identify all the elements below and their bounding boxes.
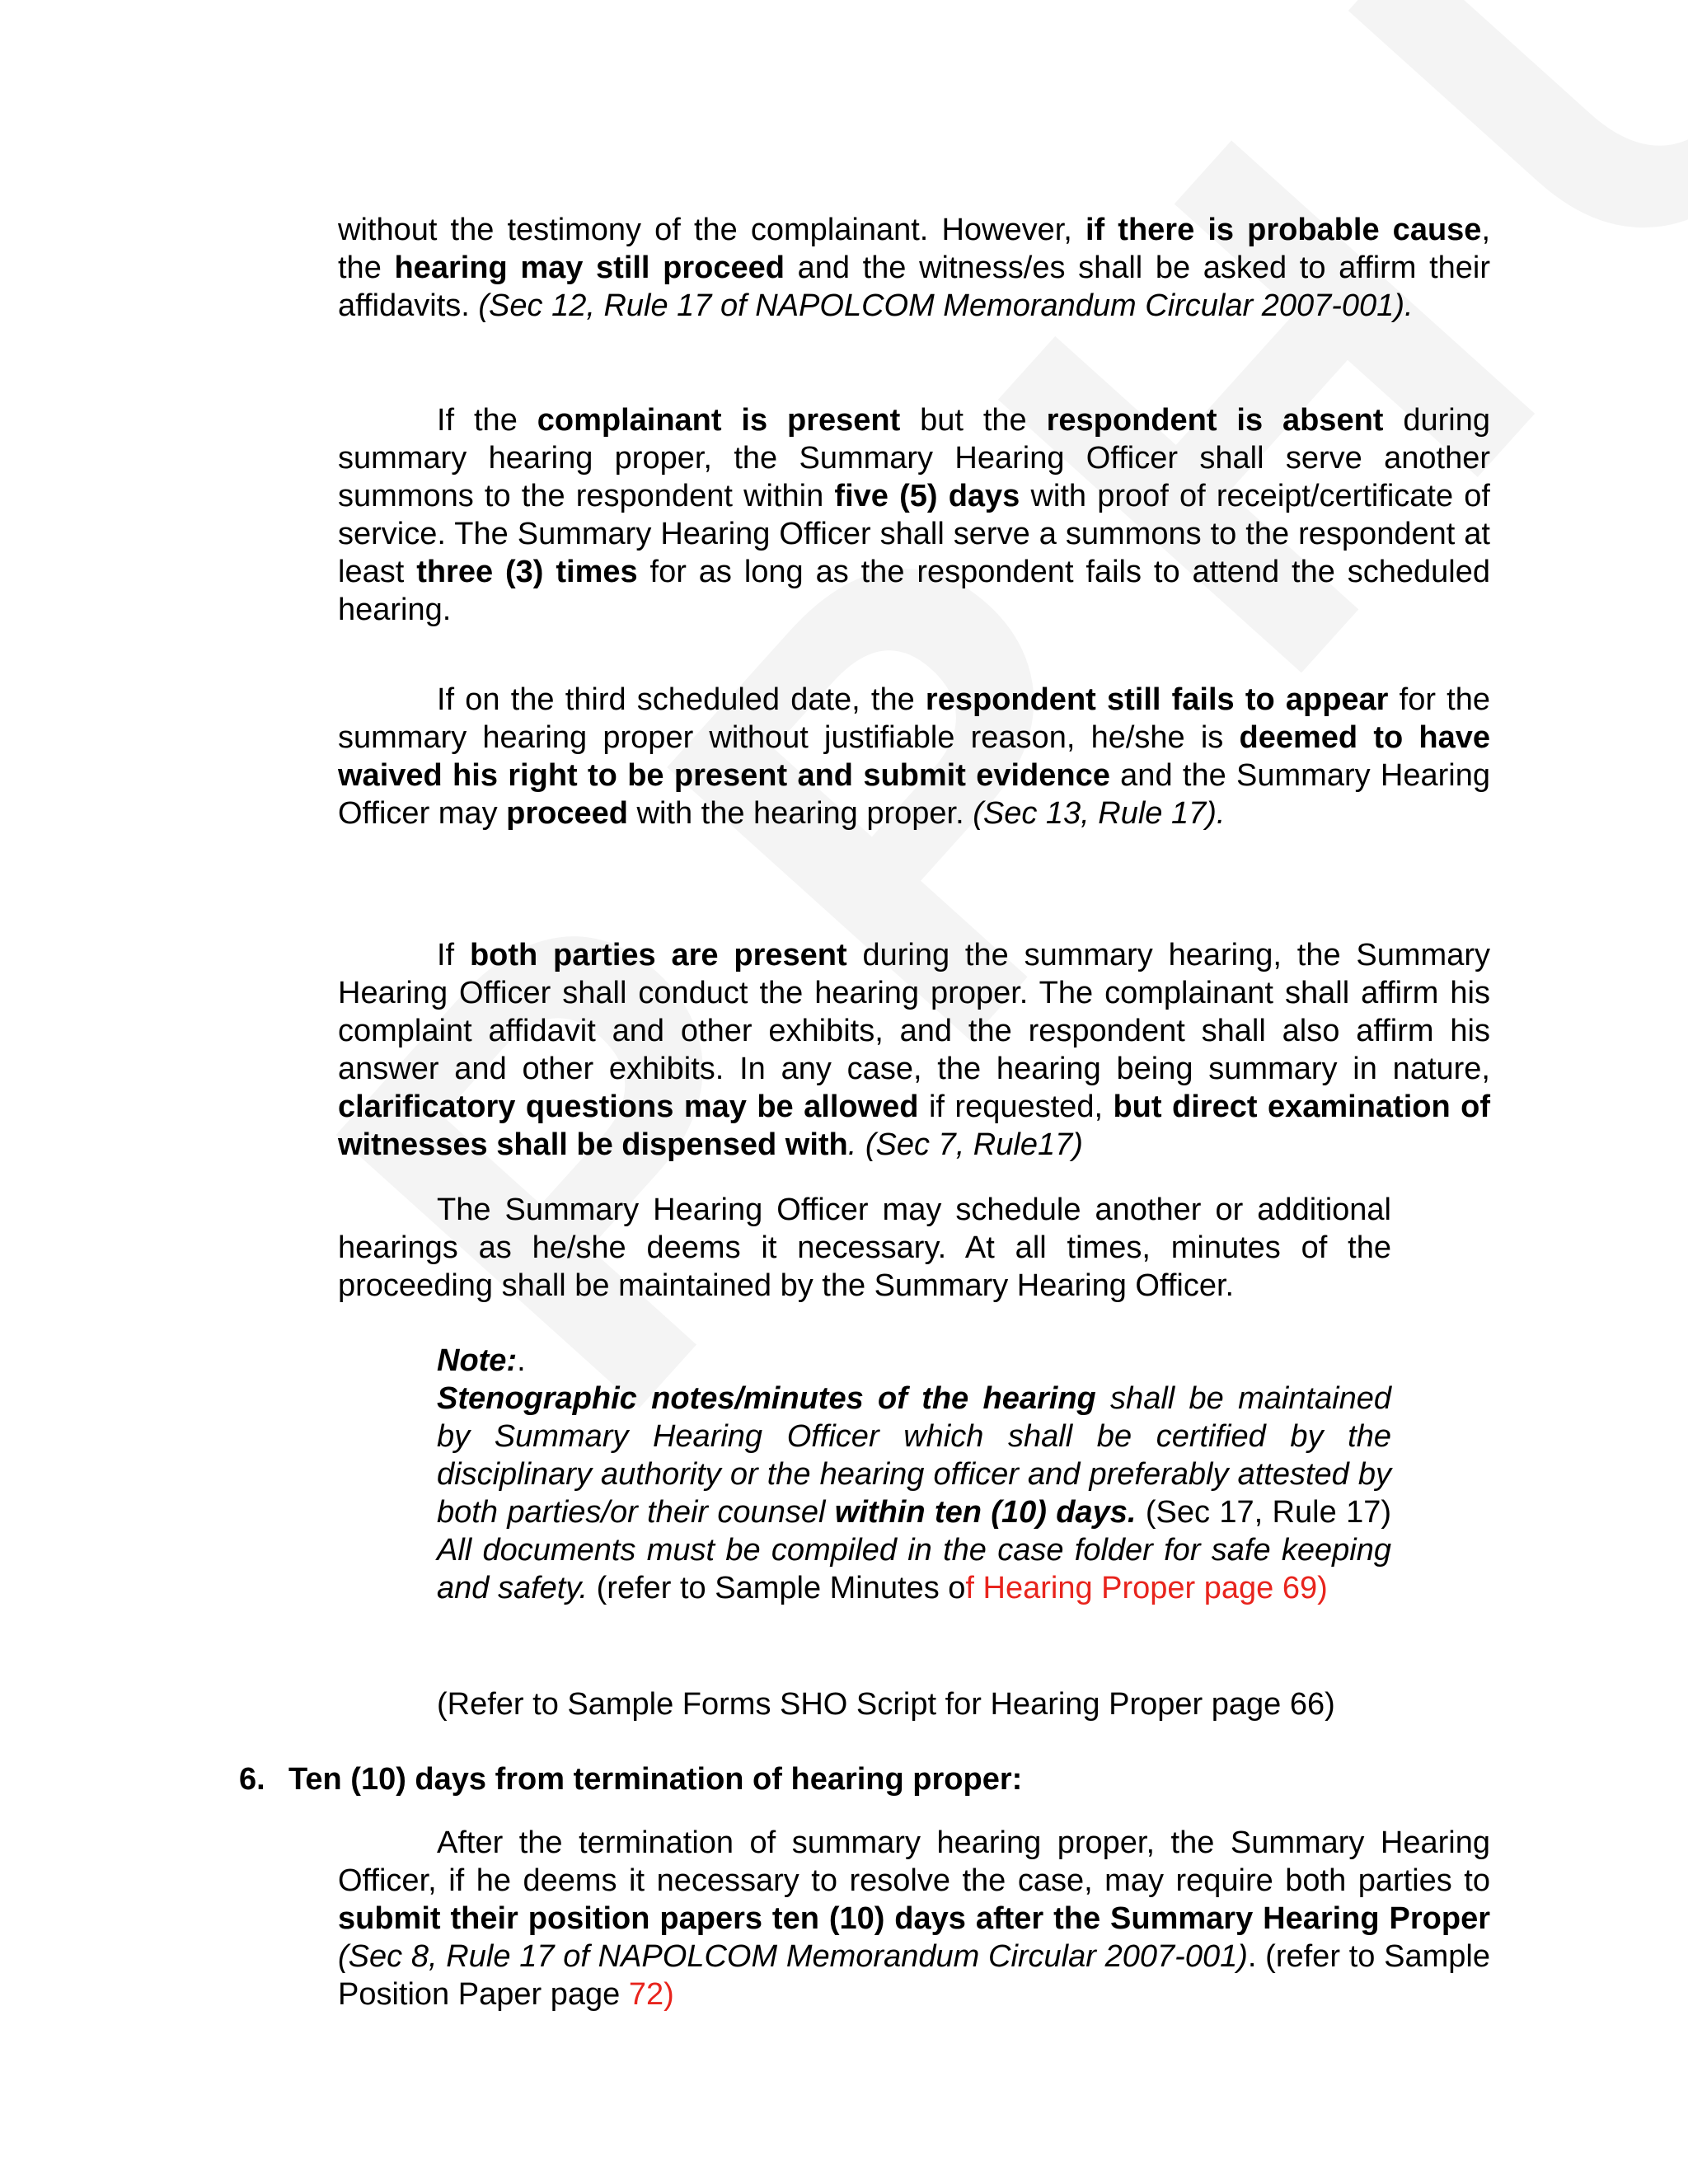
paragraph-additional-hearings: The Summary Hearing Officer may schedule another or additional hearings as he/she deems it necessary. At all times, minutes of the proceeding shall be maintained by the Summary Hearing Officer.: [338, 1193, 1391, 1303]
position-paper-page-reference: 72): [628, 1977, 674, 2012]
note-title: Note:: [437, 1343, 518, 1378]
section-title: Ten (10) days from termination of hearing proper:: [288, 1762, 1023, 1797]
paragraph-both-parties-present: If both parties are present during the summary hearing, the Summary Hearing Officer shall conduct the hearing proper. The complainant shall affirm his complaint affidavit and other exhibits, and the respondent shall also affirm his answer and other exhibits. In any case, the hearing being summary in nature, clarificatory questions may be allowed if requested, but direct examination of witnesses shall be dispensed with. (Sec 7, Rule17): [338, 938, 1490, 1162]
note-block: Note:. Stenographic notes/minutes of the hearing shall be maintained by Summary Hearing Officer which shall be certified by the disciplinary authority or the hearing officer and preferably attested by both parties/or their counsel within ten (10) days. (Sec 17, Rule 17) All documents must be compiled in the case folder for safe keeping and safety. (refer to Sample Minutes of Hearing Proper page 69): [437, 1343, 1392, 1605]
sample-minutes-reference: f Hearing Proper page 69): [965, 1571, 1328, 1605]
paragraph-testimony: without the testimony of the complainant. However, if there is probable cause, the hearing may still proceed and the witness/es shall be asked to affirm their affidavits. (Sec 12, Rule 17 of NAPOLCOM Memorandum Circular 2007-001).: [338, 213, 1490, 323]
section-6-heading: [239, 1760, 1022, 1798]
paragraph-third-scheduled-date: If on the third scheduled date, the respondent still fails to appear for the summary hearing proper without justifiable reason, he/she is deemed to have waived his right to be present and submit evidence and the Summary Hearing Officer may proceed with the hearing proper. (Sec 13, Rule 17).: [338, 682, 1491, 831]
refer-sho-script: (Refer to Sample Forms SHO Script for Hearing Proper page 66): [437, 1687, 1335, 1722]
paragraph-respondent-absent: If the complainant is present but the respondent is absent during summary hearing proper, the Summary Hearing Officer shall serve another summons to the respondent within five (5) days with proof of receipt/certificate of service. The Summary Hearing Officer shall serve a summons to the respondent at least three (3) times for as long as the respondent fails to attend the scheduled hearing.: [338, 403, 1491, 627]
paragraph-position-papers: After the termination of summary hearing proper, the Summary Hearing Officer, if he deems it necessary to resolve the case, may require both parties to submit their position papers ten (10) days after the Summary Hearing Proper (Sec 8, Rule 17 of NAPOLCOM Memorandum Circular 2007-001). (refer to Sample Position Paper page 72): [338, 1825, 1490, 2012]
section-number: 6.: [239, 1762, 265, 1797]
